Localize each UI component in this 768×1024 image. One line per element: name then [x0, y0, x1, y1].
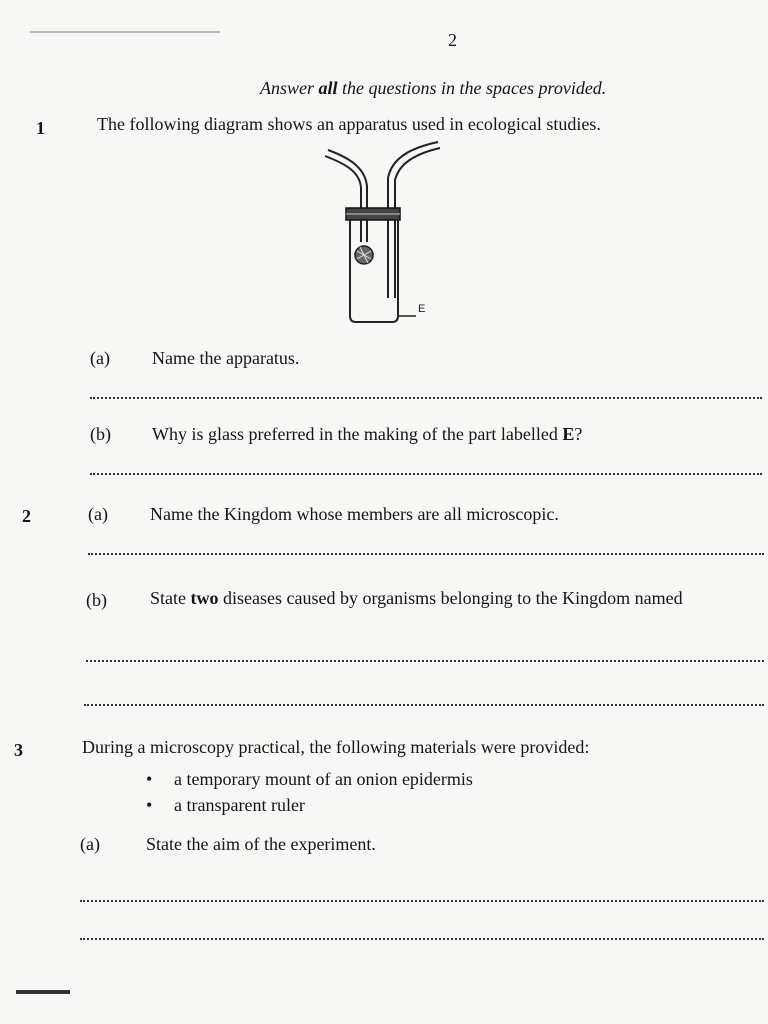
answer-line-1a[interactable] — [90, 397, 762, 399]
question-1a-label: (a) — [90, 348, 110, 368]
list-item: • a transparent ruler — [146, 792, 473, 818]
scan-artifact-line — [30, 31, 220, 33]
question-2b-text: State two diseases caused by organisms belonging to the Kingdom named — [150, 588, 683, 608]
list-item: • a temporary mount of an onion epidermis — [146, 766, 473, 792]
pooter-diagram — [320, 138, 450, 328]
question-1a-text: Name the apparatus. — [152, 348, 300, 368]
answer-line-2b-2[interactable] — [84, 704, 764, 706]
question-3a-label: (a) — [80, 834, 100, 854]
question-1b-label: (b) — [90, 424, 111, 444]
question-3-text: During a microscopy practical, the following materials were provided: — [82, 737, 590, 757]
answer-line-3a-1[interactable] — [80, 900, 764, 902]
question-2a-label: (a) — [88, 504, 108, 524]
question-3-number: 3 — [14, 740, 23, 760]
answer-line-2b-1[interactable] — [86, 660, 764, 662]
question-2b-label: (b) — [86, 590, 107, 610]
answer-line-3a-2[interactable] — [80, 938, 764, 940]
question-2a-text: Name the Kingdom whose members are all microscopic. — [150, 504, 559, 524]
answer-line-2a[interactable] — [88, 553, 764, 555]
question-3a-text: State the aim of the experiment. — [146, 834, 376, 854]
materials-list — [146, 766, 473, 818]
instructions: Answer all the questions in the spaces provided. — [260, 78, 607, 98]
question-1-number: 1 — [36, 118, 45, 138]
answer-line-1b[interactable] — [90, 473, 762, 475]
scan-corner-mark — [16, 990, 70, 994]
page-number: 2 — [448, 30, 457, 50]
question-1b-text: Why is glass preferred in the making of the part labelled E? — [152, 424, 583, 444]
question-2-number: 2 — [22, 506, 31, 526]
question-1-text: The following diagram shows an apparatus used in ecological studies. — [97, 114, 601, 134]
diagram-label-e: E — [418, 303, 426, 315]
